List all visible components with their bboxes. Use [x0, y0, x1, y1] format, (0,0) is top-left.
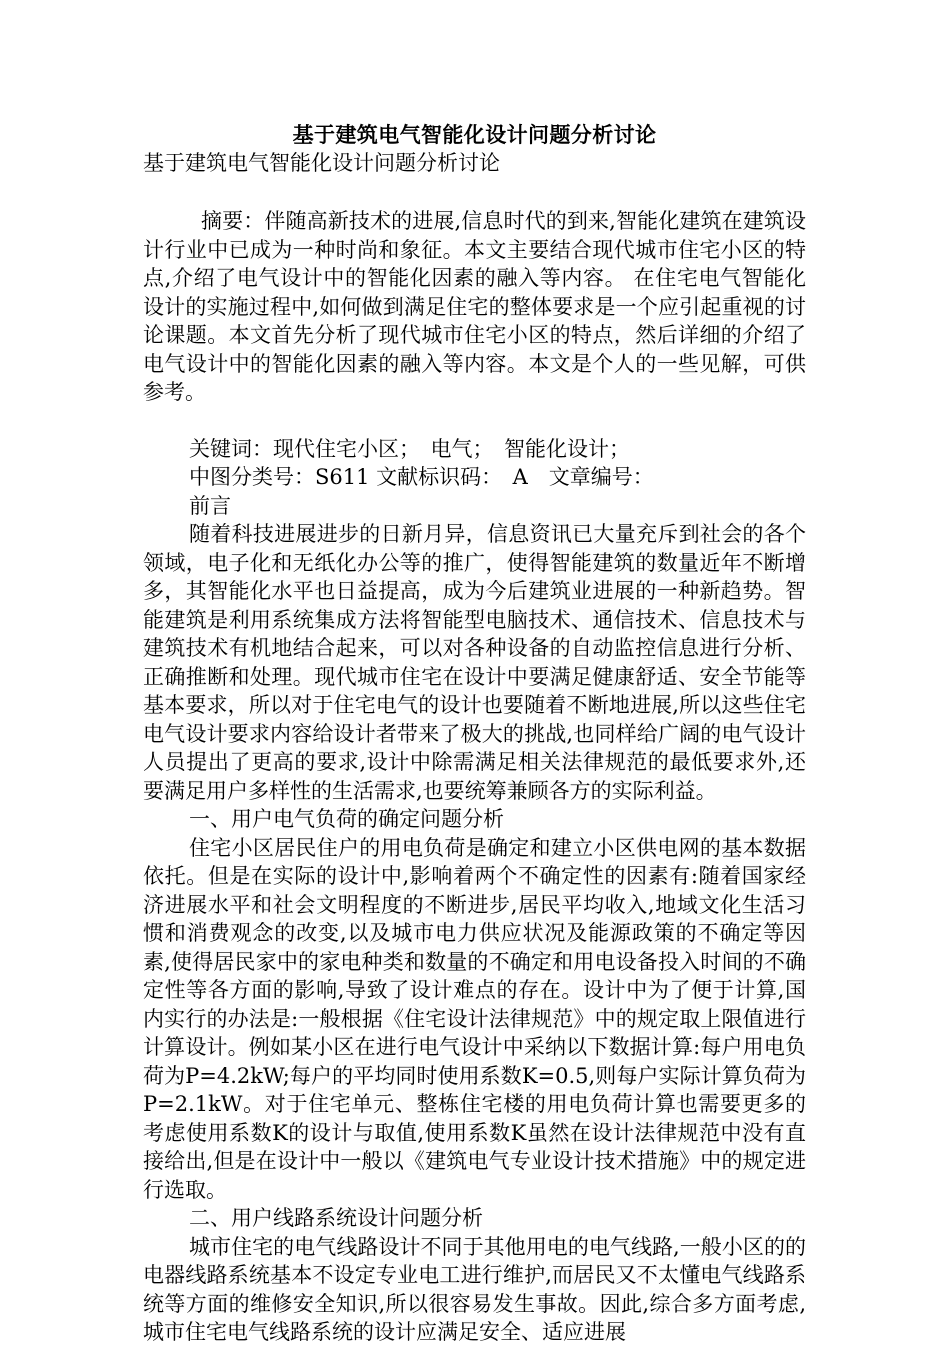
section-1-paragraph: 住宅小区居民住户的用电负荷是确定和建立小区供电网的基本数据依托。但是在实际的设计中,影响着两个不确定性的因素有:随着国家经济进展水平和社会文明程度的不断进步,居民平均收入,地域文化生活习惯和消费观念的改变,以及城市电力供应状况及能源政策的不确定等因素,使得居民家中的家电种类和数量的不确定和用电设备投入时间的不确定性等各方面的影响,导致了设计难点的存在。设计中为了便于计算,国内实行的办法是:一般根据《住宅设计法律规范》中的规定取上限值进行计算设计。例如某小区在进行电气设计中采纳以下数据计算:每户用电负荷为P=4.2kW;每户的平均同时使用系数K=0.5,则每户实际计算负荷为P=2.1kW。对于住宅单元、整栋住宅楼的用电负荷计算也需要更多的考虑使用系数K的设计与取值,使用系数K虽然在设计法律规范中没有直接给出,但是在设计中一般以《建筑电气专业设计技术措施》中的规定进行选取。 [143, 835, 806, 1202]
document-body [143, 121, 806, 1347]
document-title: 基于建筑电气智能化设计问题分析讨论 [292, 122, 657, 147]
classification-line: 中图分类号：S611 文献标识码： A 文章编号： [189, 465, 654, 489]
section-1-heading: 一、用户电气负荷的确定问题分析 [189, 807, 504, 831]
spacer [143, 407, 806, 435]
section-2-heading: 二、用户线路系统设计问题分析 [189, 1206, 483, 1230]
preface-heading: 前言 [189, 493, 231, 518]
abstract-paragraph: 摘要：伴随高新技术的进展,信息时代的到来,智能化建筑在建筑设计行业中已成为一种时尚和象征。本文主要结合现代城市住宅小区的特点,介绍了电气设计中的智能化因素的融入等内容。 在住宅电气智能化设计的实施过程中,如何做到满足住宅的整体要求是一个应引起重视的讨论课题。本文首先分析了现代城市住宅小区的特点，然后详细的介绍了电气设计中的智能化因素的融入等内容。本文是个人的一些见解，可供参考。 [143, 209, 806, 404]
spacer [143, 177, 806, 207]
document-subtitle: 基于建筑电气智能化设计问题分析讨论 [143, 151, 500, 175]
preface-paragraph: 随着科技进展进步的日新月异，信息资讯已大量充斥到社会的各个领域，电子化和无纸化办公等的推广，使得智能建筑的数量近年不断增多，其智能化水平也日益提高，成为今后建筑业进展的一种新趋势。智能建筑是利用系统集成方法将智能型电脑技术、通信技术、信息技术与建筑技术有机地结合起来，可以对各种设备的自动监控信息进行分析、正确推断和处理。现代城市住宅在设计中要满足健康舒适、安全节能等基本要求，所以对于住宅电气的设计也要随着不断地进展,所以这些住宅电气设计要求内容给设计者带来了极大的挑战,也同样给广阔的电气设计人员提出了更高的要求,设计中除需满足相关法律规范的最低要求外,还要满足用户多样性的生活需求,也要统筹兼顾各方的实际利益。 [143, 522, 806, 803]
keywords-line: 关键词：现代住宅小区； 电气； 智能化设计； [189, 436, 630, 461]
section-2-paragraph: 城市住宅的电气线路设计不同于其他用电的电气线路,一般小区的的电器线路系统基本不设定专业电工进行维护,而居民又不太懂电气线路系统等方面的维修安全知识,所以很容易发生事故。因此,综合多方面考虑,城市住宅电气线路系统的设计应满足安全、适应进展 [143, 1234, 806, 1344]
